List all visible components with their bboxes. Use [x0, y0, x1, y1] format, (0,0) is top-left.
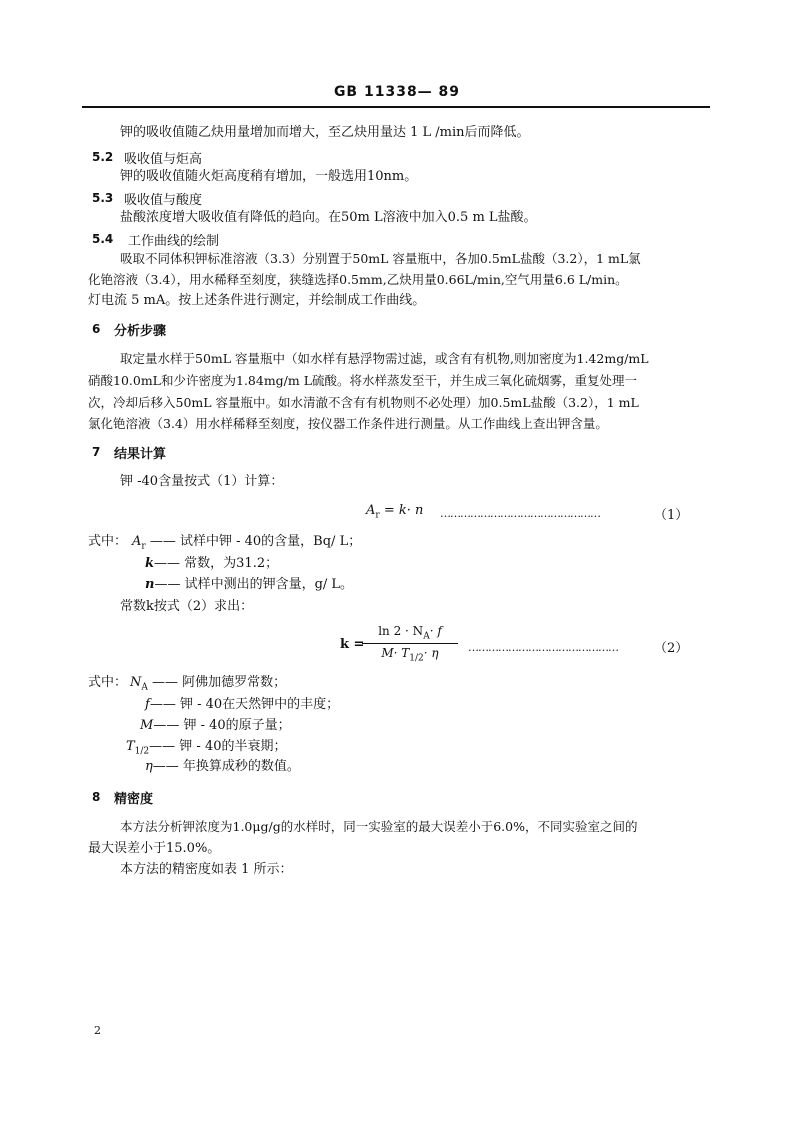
def-T-text: —— 钾 - 40的半衰期； [149, 739, 287, 754]
sec5-2-title: 吸收值与炬高 [124, 152, 203, 167]
sec6-line3: 次，冷却后移入50mL 容量瓶中。如水清澈不含有有机物则不必处理）加0.5mL盐酸（3.2），1 mL [88, 395, 639, 410]
def-k-symbol: k [145, 556, 155, 571]
eq2-denominator-tail: · η [423, 646, 439, 660]
eq1-lhs: A [366, 503, 376, 518]
eq1-lhs-sub: r [375, 510, 380, 521]
where-label-1: 式中： [88, 534, 128, 549]
sec7-title: 结果计算 [114, 447, 167, 462]
eq2-fraction-bar [362, 643, 458, 644]
sec6-number: 6 [92, 322, 101, 336]
def-eta-symbol: η [145, 759, 153, 774]
def-k [145, 555, 278, 573]
sec5-4-line3: 灯电流 5 mA。按上述条件进行测定，并绘制成工作曲线。 [88, 293, 426, 308]
def-eta [145, 758, 300, 776]
def-f-text: —— 钾 - 40在天然钾中的丰度； [149, 697, 340, 712]
def-NA-sub: A [141, 682, 148, 693]
eq2-denominator [360, 646, 460, 663]
sec5-4-line2: 化铯溶液（3.4），用水稀释至刻度，狭缝选择0.5mm,乙炔用量0.66L/min,空气用量6.6 L/min。 [88, 272, 628, 287]
def-n [145, 576, 353, 594]
sec8-line2: 最大误差小于15.0%。 [88, 841, 221, 856]
def-M-text: —— 钾 - 40的原子量； [153, 718, 291, 733]
eq2-numerator [360, 624, 460, 641]
sec8-number: 8 [92, 790, 101, 804]
document-header: GB 11338— 89 [333, 84, 461, 100]
const-intro: 常数k按式（2）求出： [120, 599, 254, 614]
eq2-leader-dots: ……………………………………… [468, 641, 618, 654]
def-M-symbol: M [140, 718, 154, 733]
def-Ar-symbol: A [132, 534, 142, 549]
sec5-4-line1: 吸取不同体积钾标准溶液（3.3）分别置于50mL 容量瓶中，各加0.5mL盐酸（3.2），1 mL氯 [120, 251, 641, 266]
def-k-text: —— 常数，为31.2； [154, 556, 279, 571]
page-number: 2 [94, 1024, 101, 1037]
def-eta-text: —— 年换算成秒的数值。 [152, 759, 300, 774]
eq2-lhs: k = [340, 637, 365, 652]
def-f-symbol: f [145, 697, 150, 712]
equation-1 [366, 503, 423, 521]
sec6-line2: 硝酸10.0mL和少许密度为1.84mg/m L硫酸。将水样蒸发至干，并生成三氧化硫烟雾，重复处理一 [88, 373, 638, 388]
eq2-numerator-tail: · f [429, 624, 442, 638]
def-NA-text: —— 阿佛加德罗常数； [152, 675, 287, 690]
sec6-line4: 氯化铯溶液（3.4）用水样稀释至刻度，按仪器工作条件进行测量。从工作曲线上查出钾含量。 [88, 416, 608, 431]
sec5-4-number: 5.4 [92, 232, 114, 246]
sec5-2-body: 钾的吸收值随火炬高度稍有增加，一般选用10nm。 [120, 169, 418, 184]
where-label-2: 式中： [88, 675, 128, 690]
eq1-number: （1） [654, 508, 689, 523]
sec5-3-number: 5.3 [92, 191, 114, 205]
def-Ar-text: —— 试样中钾 - 40的含量，Bq/ L； [149, 534, 362, 549]
def-n-text: —— 试样中测出的钾含量，g/ L。 [154, 577, 354, 592]
def-T-symbol: T [126, 739, 135, 754]
eq2-number: （2） [654, 641, 689, 656]
def-f [145, 696, 339, 714]
eq2-denominator-main: M· T [381, 646, 410, 660]
sec7-intro: 钾 -40含量按式（1）计算： [120, 474, 284, 489]
sec5-3-title: 吸收值与酸度 [124, 193, 203, 208]
header-rule [82, 106, 710, 108]
def-NA [130, 674, 286, 697]
sec7-number: 7 [92, 445, 101, 459]
sec8-line3: 本方法的精密度如表 1 所示： [120, 862, 293, 877]
def-T-sub: 1/2 [134, 746, 150, 757]
def-M [140, 717, 291, 735]
sec5-paragraph: 钾的吸收值随乙炔用量增加而增大，至乙炔用量达 1 L /min后而降低。 [120, 125, 530, 140]
eq1-rhs: = k· n [383, 503, 424, 518]
def-Ar-sub: r [141, 541, 146, 552]
sec5-4-title: 工作曲线的绘制 [128, 234, 220, 249]
eq2-denominator-sub: 1/2 [409, 653, 424, 664]
eq1-leader-dots: ………………………………………… [440, 507, 600, 520]
sec5-3-body: 盐酸浓度增大吸收值有降低的趋向。在50m L溶液中加入0.5 m L盐酸。 [120, 210, 537, 225]
sec8-line1: 本方法分析钾浓度为1.0μg/g的水样时，同一实验室的最大误差小于6.0%，不同实验室之间的 [120, 819, 638, 834]
sec8-title: 精密度 [114, 792, 154, 807]
eq2-numerator-sub: A [423, 631, 430, 642]
sec6-title: 分析步骤 [114, 324, 167, 339]
sec6-line1: 取定量水样于50mL 容量瓶中（如水样有悬浮物需过滤，或含有有机物,则加密度为1.42mg/mL [120, 351, 649, 366]
def-Ar [132, 533, 361, 556]
def-NA-symbol: N [130, 675, 142, 690]
eq2-numerator-main: ln 2 · N [378, 624, 424, 638]
def-n-symbol: n [145, 577, 155, 592]
sec5-2-number: 5.2 [92, 150, 114, 164]
